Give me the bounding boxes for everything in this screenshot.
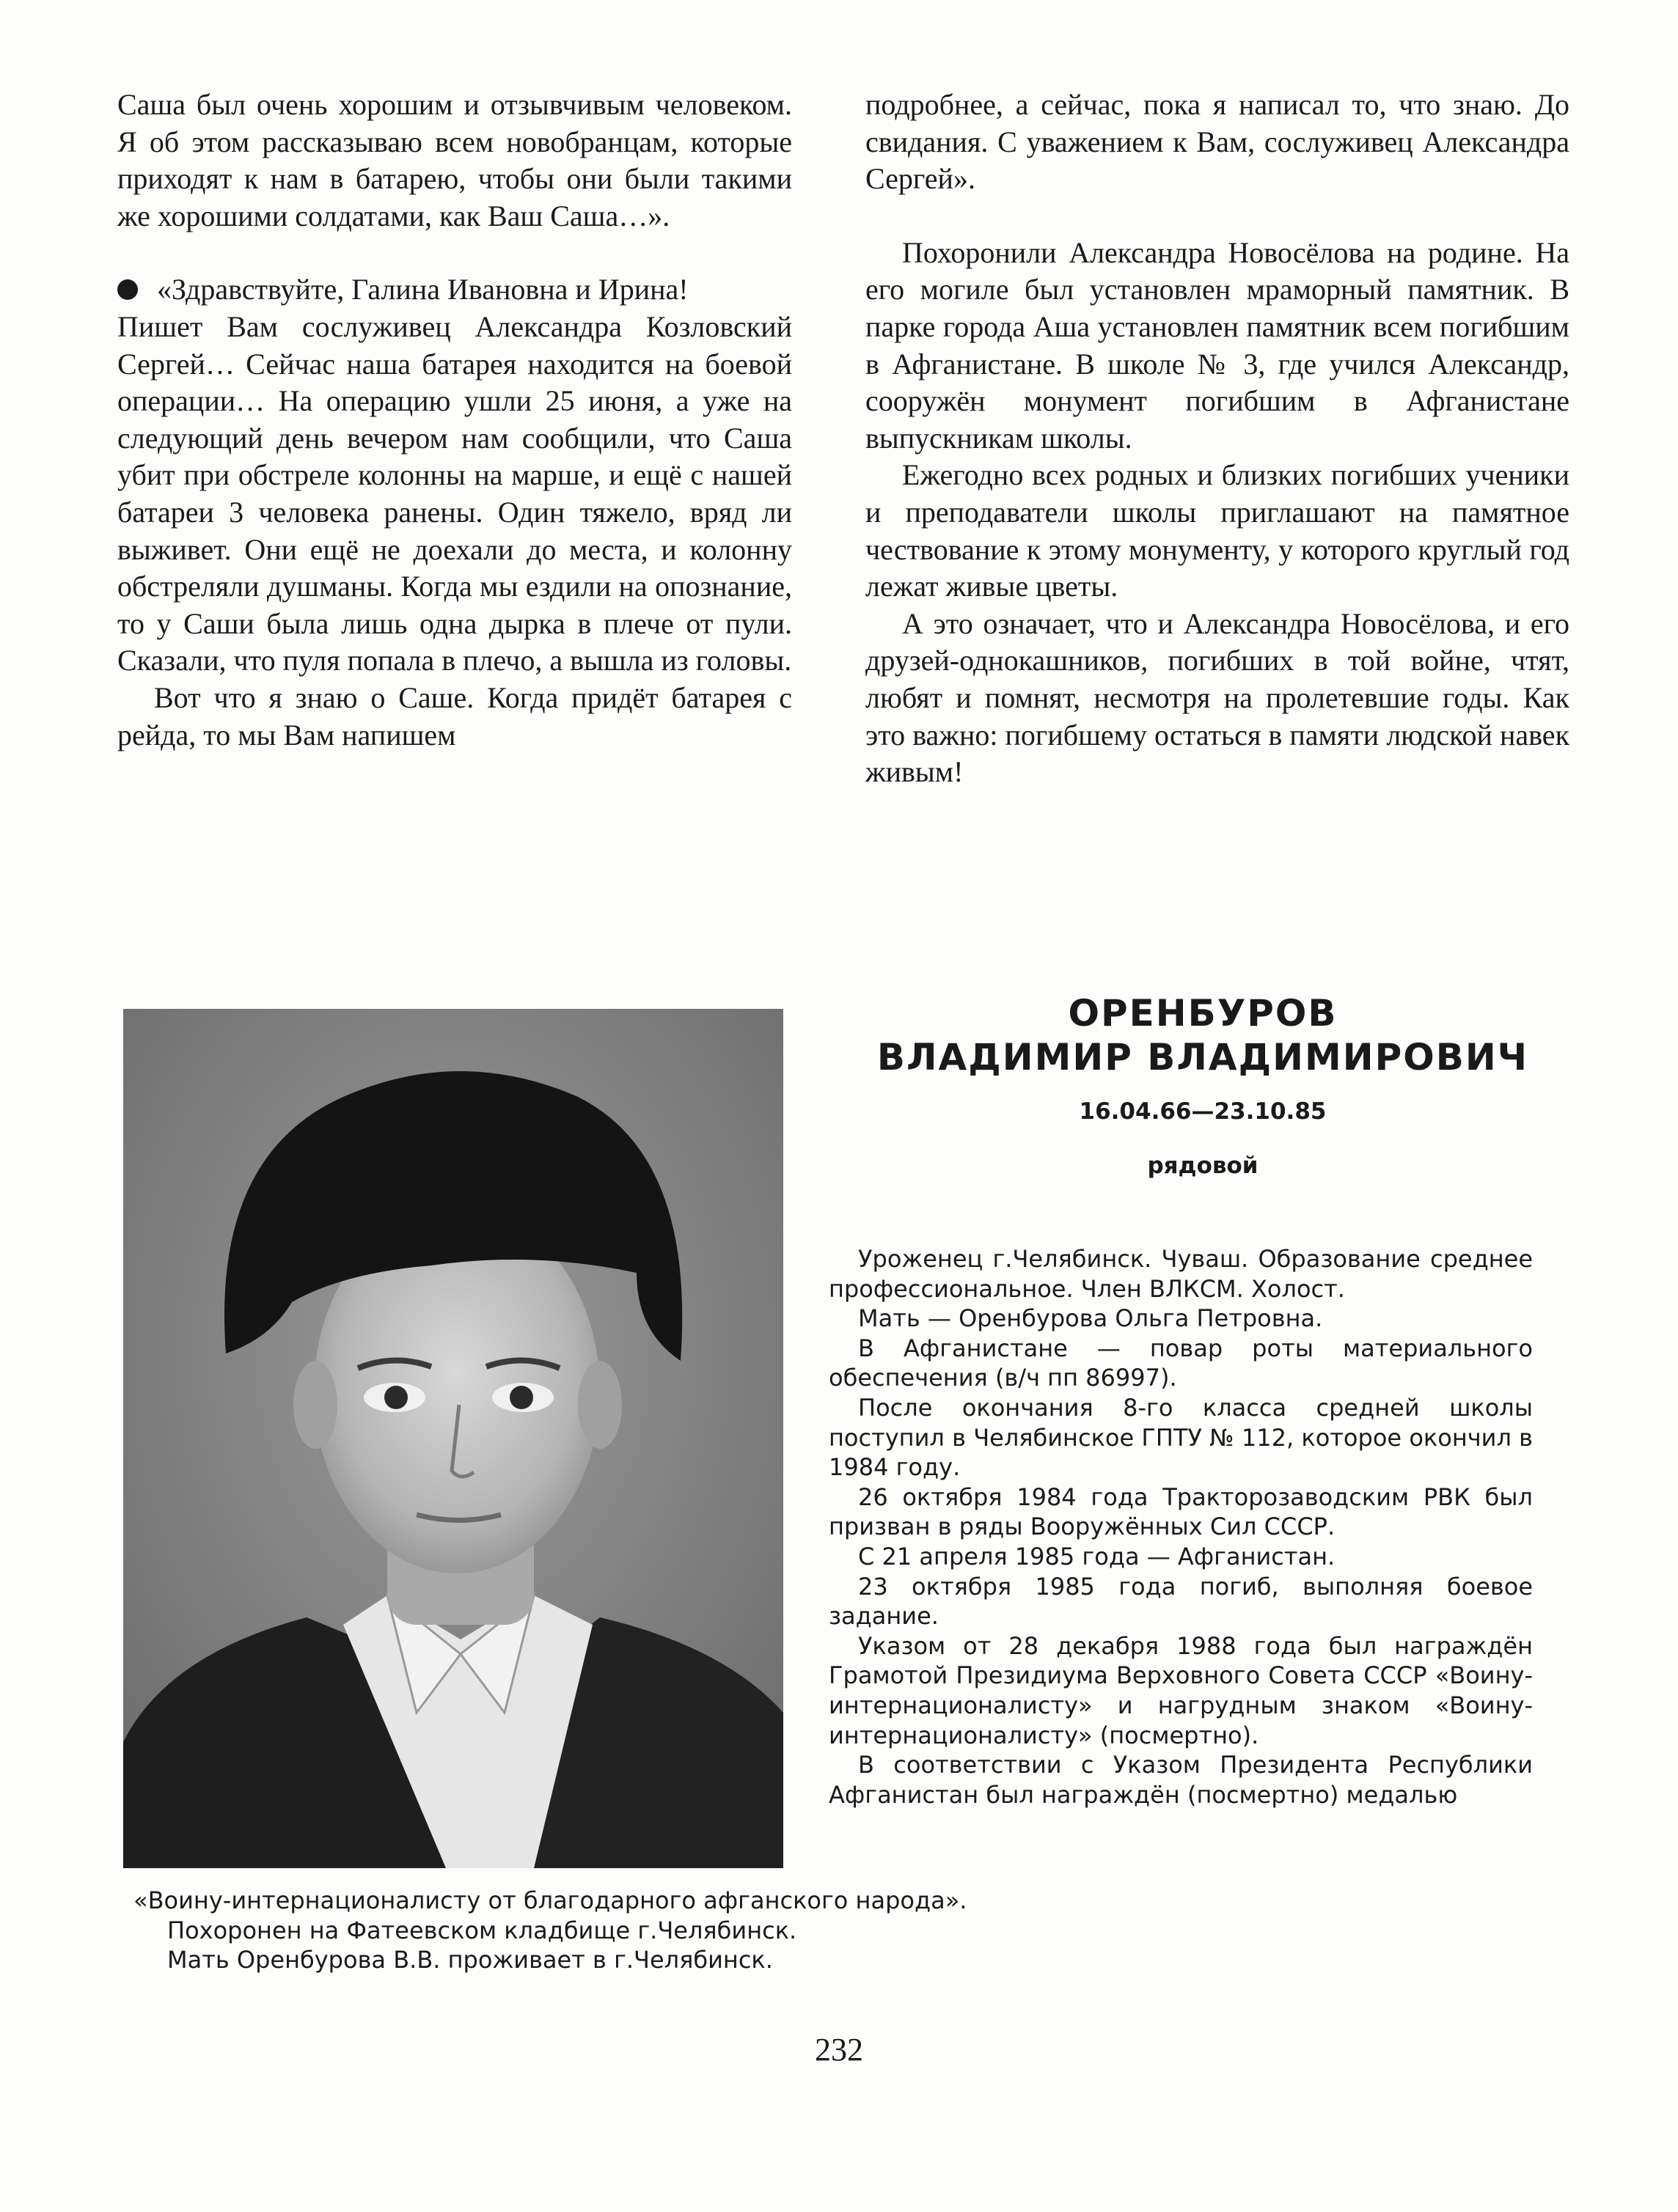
person-surname: ОРЕНБУРОВ <box>1068 992 1338 1035</box>
left-text-column <box>117 87 792 754</box>
paragraph: Саша был очень хорошим и отзывчивым человеком. Я об этом рассказываю всем новобранцам, которые приходят к нам в батарею, чтобы они были такими же хорошими солдатами, как Ваш Саша…». <box>117 88 792 232</box>
bio-tail-line: «Воину-интернационалисту от благодарного афганского народа». <box>133 1886 967 1914</box>
paragraph: Ежегодно всех родных и близких погибших ученики и преподаватели школы приглашают на памятное чествование к этому монументу, у которого круглый год лежат живые цветы. <box>865 458 1569 603</box>
bio-paragraph: Указом от 28 декабря 1988 года был награждён Грамотой Президиума Верховного Совета СССР «Воину-интернационалисту» и нагрудным знаком «Воину-интернационалисту» (посмертно). <box>829 1631 1533 1749</box>
bio-paragraph: В соответствии с Указом Президента Республики Афганистан был награждён (посмертно) медалью <box>829 1751 1533 1809</box>
right-text-column <box>865 87 1569 791</box>
bio-paragraph: В Афганистане — повар роты материального обеспечения (в/ч пп 86997). <box>829 1334 1533 1392</box>
paragraph: Вот что я знаю о Саше. Когда придёт батарея с рейда, то мы Вам напишем <box>117 680 792 752</box>
bio-paragraph: 23 октября 1985 года погиб, выполняя боевое задание. <box>829 1572 1533 1631</box>
paragraph: подробнее, а сейчас, пока я написал то, что знаю. До свидания. С уважением к Вам, сослуживец Александра Сергей». <box>865 88 1569 196</box>
bio-paragraph: После окончания 8-го класса средней школы поступил в Челябинское ГПТУ № 112, которое окончил в 1984 году. <box>829 1393 1533 1482</box>
paragraph: А это означает, что и Александра Новосёлова, и его друзей-однокашников, погибших в той войне, чтят, любят и помнят, несмотря на пролетевшие годы. Как это важно: погибшему остаться в памяти людской навек живым! <box>865 606 1569 789</box>
bio-header <box>836 991 1569 1179</box>
portrait-photo <box>123 1009 783 1868</box>
bio-paragraph: Уроженец г.Челябинск. Чуваш. Образование среднее профессиональное. Член ВЛКСМ. Холост. <box>829 1245 1533 1303</box>
letter-greeting-text: «Здравствуйте, Галина Ивановна и Ирина! <box>157 273 689 306</box>
portrait-illustration <box>123 1009 783 1868</box>
bio-paragraph: Мать — Оренбурова Ольга Петровна. <box>858 1304 1323 1333</box>
page-number: 232 <box>815 2032 863 2068</box>
bio-text <box>829 1244 1533 1809</box>
letter-greeting <box>117 271 792 309</box>
military-rank: рядовой <box>1147 1153 1258 1179</box>
paragraph: Пишет Вам сослуживец Александра Козловский Сергей… Сейчас наша батарея находится на боевой операции… На операцию ушли 25 июня, а уже на следующий день вечером нам сообщили, что Саша убит при обстреле колонны на марше, и ещё с нашей батареи 3 человека ранены. Один тяжело, вряд ли выживет. Они ещё не доехали до места, и колонну обстреляли душманы. Когда мы ездили на опознание, то у Саши была лишь одна дырка в плече от пули. Сказали, что пуля попала в плечо, а вышла из головы. <box>117 309 792 677</box>
bullet-icon <box>117 279 138 300</box>
bio-tail-line: Похоронен на Фатеевском кладбище г.Челябинск. <box>167 1916 797 1944</box>
person-name: ВЛАДИМИР ВЛАДИМИРОВИЧ <box>876 1036 1529 1079</box>
bio-paragraph: С 21 апреля 1985 года — Афганистан. <box>858 1542 1336 1570</box>
bio-paragraph: 26 октября 1984 года Тракторозаводским РВК был призван в ряды Вооружённых Сил СССР. <box>829 1482 1533 1541</box>
paragraph: Похоронили Александра Новосёлова на родине. На его могиле был установлен мраморный памятник. В парке города Аша установлен памятник всем погибшим в Афганистане. В школе № 3, где учился Александр, сооружён монумент погибшим в Афганистане выпускникам школы. <box>865 235 1569 455</box>
life-dates: 16.04.66—23.10.85 <box>1079 1098 1327 1125</box>
bio-tail <box>133 1886 1087 1975</box>
bio-tail-line: Мать Оренбурова В.В. проживает в г.Челябинск. <box>167 1946 773 1974</box>
